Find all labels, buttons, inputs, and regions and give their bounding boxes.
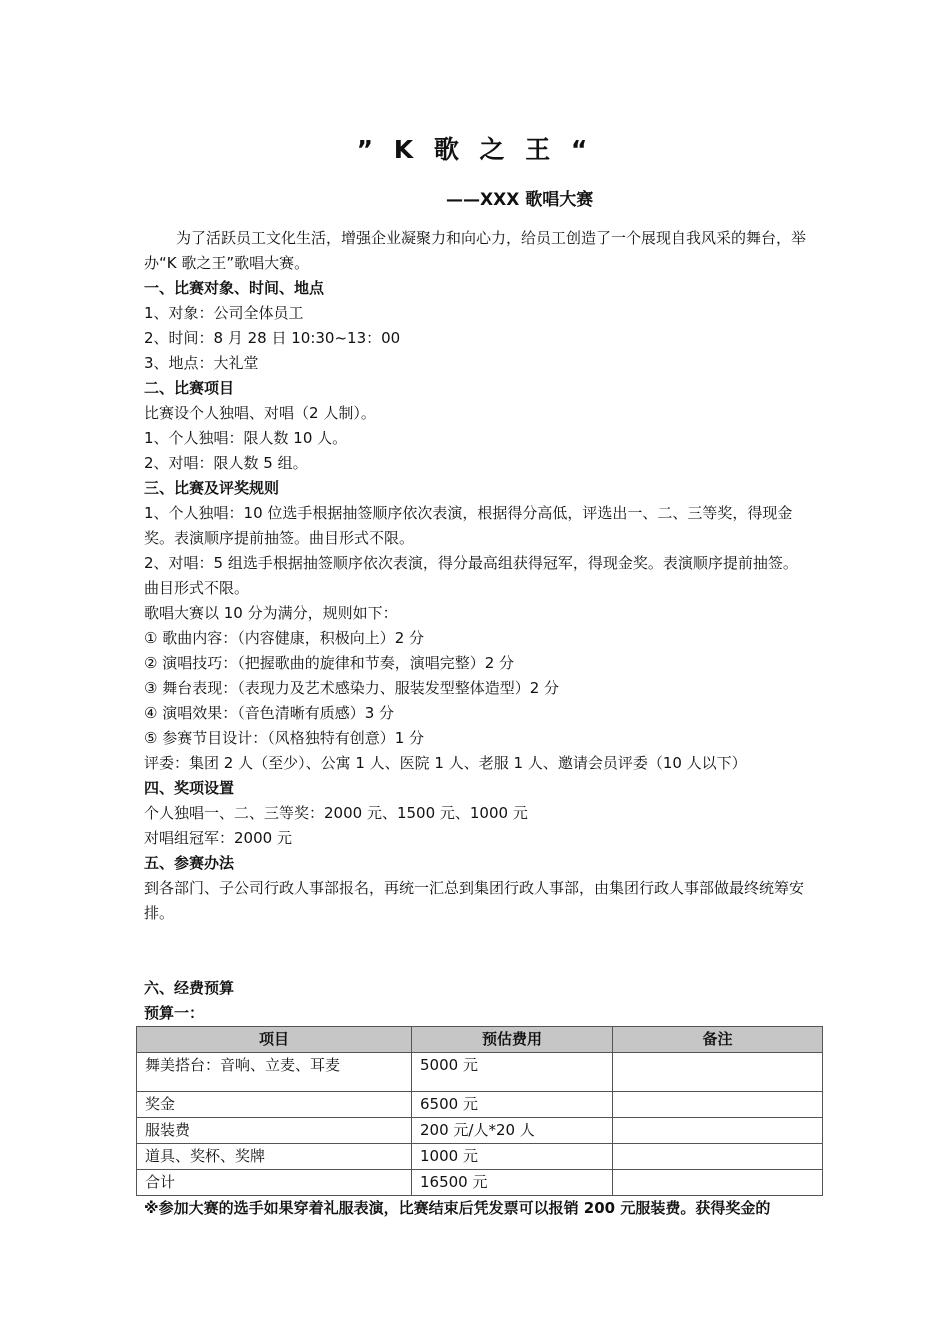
section-heading-2: 二、比赛项目 [144, 379, 235, 397]
document-title: ” K 歌 之 王 “ [356, 135, 594, 164]
table-row [137, 1170, 823, 1196]
table-row [137, 1092, 823, 1118]
table-cell: 1000 元 [412, 1144, 613, 1170]
table-cell [613, 1144, 823, 1170]
section-heading-6: 六、经费预算 [144, 979, 235, 997]
sec3-line-2: 2、对唱：5 组选手根据抽签顺序依次表演，得分最高组获得冠军，得现金奖。表演顺序提前抽签。曲目形式不限。 [144, 554, 798, 597]
table-header-row [137, 1027, 823, 1053]
table-cell: 合计 [137, 1170, 412, 1196]
sec3-line-4: ① 歌曲内容：（内容健康，积极向上）2 分 [144, 629, 425, 647]
sec3-line-3: 歌唱大赛以 10 分为满分，规则如下： [144, 604, 398, 622]
sec1-line-2: 2、时间：8 月 28 日 10:30~13：00 [144, 329, 401, 347]
document-body [144, 226, 808, 1221]
header-item: 项目 [137, 1027, 412, 1053]
table-row [137, 1144, 823, 1170]
table-cell: 6500 元 [412, 1092, 613, 1118]
table-row [137, 1053, 823, 1092]
sec3-line-7: ④ 演唱效果：（音色清晰有质感）3 分 [144, 704, 395, 722]
document-subtitle: ——XXX 歌唱大赛 [446, 190, 594, 210]
table-cell: 道具、奖杯、奖牌 [137, 1144, 412, 1170]
section-heading-5: 五、参赛办法 [144, 854, 235, 872]
table-cell: 5000 元 [412, 1053, 613, 1092]
table-cell [613, 1092, 823, 1118]
budget-note: ※参加大赛的选手如果穿着礼服表演，比赛结束后凭发票可以报销 200 元服装费。获得奖金的 [144, 1199, 771, 1217]
table-cell [613, 1170, 823, 1196]
section-heading-3: 三、比赛及评奖规则 [144, 479, 280, 497]
sec3-line-1: 1、个人独唱：10 位选手根据抽签顺序依次表演，根据得分高低，评选出一、二、三等奖，得现金奖。表演顺序提前抽签。曲目形式不限。 [144, 504, 793, 547]
sec1-line-3: 3、地点：大礼堂 [144, 354, 259, 372]
sec2-line-1: 比赛设个人独唱、对唱（2 人制）。 [144, 404, 376, 422]
table-cell: 服装费 [137, 1118, 412, 1144]
sec4-line-2: 对唱组冠军：2000 元 [144, 829, 292, 847]
header-cost: 预估费用 [412, 1027, 613, 1053]
table-cell: 16500 元 [412, 1170, 613, 1196]
intro-paragraph: 为了活跃员工文化生活，增强企业凝聚力和向心力，给员工创造了一个展现自我风采的舞台，举办“K 歌之王”歌唱大赛。 [144, 229, 807, 272]
table-row [137, 1118, 823, 1144]
sec3-line-6: ③ 舞台表现：（表现力及艺术感染力、服装发型整体造型）2 分 [144, 679, 560, 697]
table-cell: 舞美搭台：音响、立麦、耳麦 [137, 1053, 412, 1092]
section-heading-4: 四、奖项设置 [144, 779, 235, 797]
sec1-line-1: 1、对象：公司全体员工 [144, 304, 304, 322]
header-note: 备注 [613, 1027, 823, 1053]
sec3-line-8: ⑤ 参赛节目设计：（风格独特有创意）1 分 [144, 729, 425, 747]
table-cell: 200 元/人*20 人 [412, 1118, 613, 1144]
section-heading-1: 一、比赛对象、时间、地点 [144, 279, 325, 297]
budget-table [136, 1026, 823, 1196]
spacer [144, 926, 808, 976]
table-cell [613, 1053, 823, 1092]
sec2-line-2: 1、个人独唱：限人数 10 人。 [144, 429, 348, 447]
sec2-line-3: 2、对唱：限人数 5 组。 [144, 454, 308, 472]
table-cell: 奖金 [137, 1092, 412, 1118]
sec3-line-9: 评委：集团 2 人（至少）、公寓 1 人、医院 1 人、老服 1 人、邀请会员评委（10 人以下） [144, 754, 747, 772]
table-cell [613, 1118, 823, 1144]
sec5-line-1: 到各部门、子公司行政人事部报名，再统一汇总到集团行政人事部，由集团行政人事部做最终统筹安排。 [144, 879, 805, 922]
sec4-line-1: 个人独唱一、二、三等奖：2000 元、1500 元、1000 元 [144, 804, 528, 822]
budget-subheading: 预算一： [144, 1004, 205, 1022]
sec3-line-5: ② 演唱技巧：（把握歌曲的旋律和节奏，演唱完整）2 分 [144, 654, 515, 672]
